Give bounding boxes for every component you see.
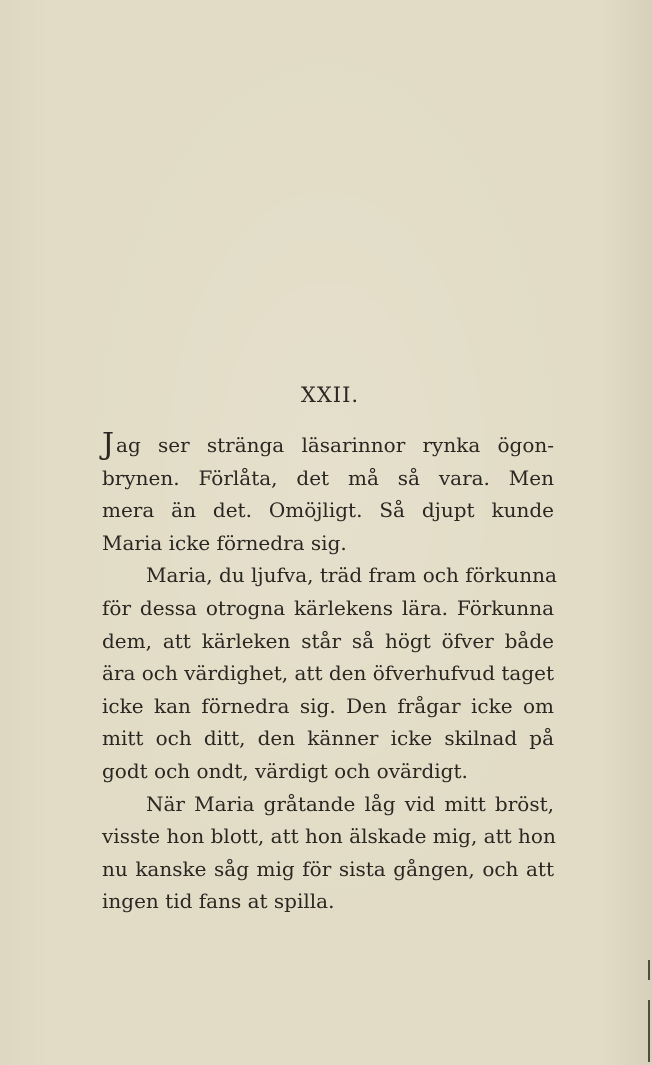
chapter-heading: XXII. — [300, 383, 360, 407]
drop-cap: J — [102, 427, 115, 462]
text-line-5: Maria, du ljufva, träd fram och förkunna — [146, 563, 557, 588]
text-line-1: Jag ser stränga läsarinnor rynka ögon- — [102, 427, 554, 462]
text-line-4: Maria icke förnedra sig. — [102, 530, 347, 555]
text-line-15: ingen tid fans at spilla. — [102, 889, 335, 914]
text-line-12: När Maria gråtande låg vid mitt bröst, — [146, 791, 554, 816]
text-line-6: för dessa otrogna kärlekens lära. Förkunna — [102, 595, 554, 620]
page-edge-mark — [648, 960, 650, 980]
text-line-11: godt och ondt, värdigt och ovärdigt. — [102, 758, 468, 783]
text-line-13: visste hon blott, att hon älskade mig, att hon — [102, 824, 556, 849]
text-line-3: mera än det. Omöjligt. Så djupt kunde — [102, 498, 554, 523]
text-line-14: nu kanske såg mig för sista gången, och att — [102, 856, 554, 881]
text-line-10: mitt och ditt, den känner icke skilnad på — [102, 726, 554, 751]
text-line-9: icke kan förnedra sig. Den frågar icke om — [102, 693, 554, 718]
page-edge-mark — [648, 1000, 650, 1062]
body-text — [102, 427, 557, 918]
text-line-8: ära och värdighet, att den öfverhufvud taget — [102, 661, 555, 686]
text-line-7: dem, att kärleken står så högt öfver både — [102, 628, 554, 653]
text-line-2: brynen. Förlåta, det må så vara. Men — [102, 465, 554, 490]
